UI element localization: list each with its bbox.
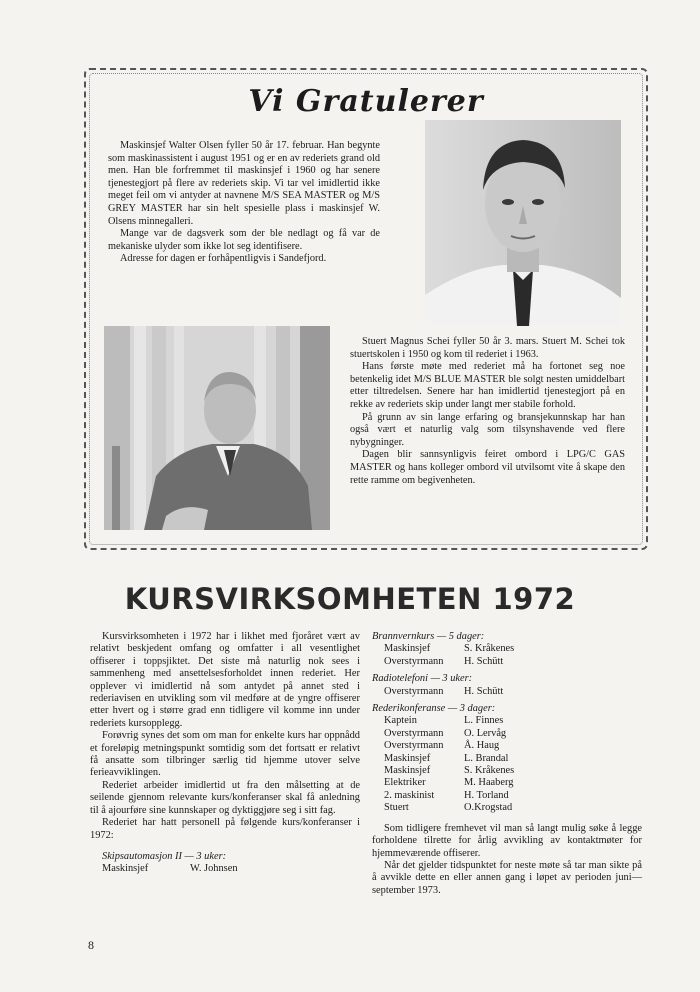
course-role: Maskinsjef	[102, 863, 149, 875]
course-person: L. Finnes	[464, 715, 504, 727]
kurs-left-column	[90, 631, 360, 876]
schei-paragraph: Dagen blir sannsynligvis feiret ombord i LPG/C GAS MASTER og hans kolleger ombord vil utvilsomt vite å skape den rette ramme om begivenheten.	[350, 449, 625, 486]
portrait-schei-image	[104, 326, 330, 530]
course-role: Kaptein	[384, 715, 417, 727]
schei-paragraph: Stuert Magnus Schei fyller 50 år 3. mars. Stuert M. Schei tok stuertskolen i 1950 og kom til rederiet i 1963.	[350, 336, 625, 360]
course-person: H. Torland	[464, 789, 509, 801]
kurs-paragraph: Rederiet har hatt personell på følgende kurs/konferanser i 1972:	[90, 817, 360, 841]
course-block	[372, 631, 642, 668]
kurs-paragraph: Som tidligere fremhevet vil man så langt mulig søke å legge forholdene tilrette for årlig avvikling av kontaktmøter for hjemmeværende offiserer.	[372, 822, 642, 859]
course-row	[384, 765, 642, 777]
course-person: H. Schütt	[464, 685, 504, 697]
olsen-paragraph: Mange var de dagsverk som der ble nedlagt og få var de mekaniske ulyder som ikke lot seg identifisere.	[108, 228, 380, 252]
course-row	[384, 715, 642, 727]
course-person: O. Lervåg	[464, 727, 507, 739]
course-row	[384, 656, 642, 668]
portrait-olsen-image	[425, 120, 621, 326]
olsen-paragraph: Adresse for dagen er forhåpentligvis i Sandefjord.	[120, 253, 327, 265]
kurs-paragraph: Når det gjelder tidspunktet for neste møte så tar man sikte på å avvikle dette en eller annen gang i løpet av perioden juni—september 1973.	[372, 859, 642, 896]
gratulerer-title: Vi Gratulerer	[248, 84, 484, 119]
course-role: Overstyrmann	[384, 685, 444, 697]
course-row	[384, 728, 642, 740]
course-role: Overstyrmann	[384, 655, 444, 667]
portrait-photo-olsen	[425, 120, 621, 326]
kurs-right-column	[372, 631, 642, 897]
course-role: Maskinsjef	[384, 752, 431, 764]
course-row	[384, 643, 642, 655]
olsen-paragraph: Maskinsjef Walter Olsen fyller 50 år 17. februar. Han begynte som maskinassistent i august 1951 og er en av rederiets grand old men. Han ble forfremmet til maskinsjef i 1960 og har senere tjenestegjort på flere av rederiets skip. Vi tar vel imidlertid ikke meget feil om vi antyder at navnene M/S SEA MASTER og M/S GREY MASTER har sin helt spesielle plass i maskinsjef W. Olsens minnegalleri.	[108, 140, 380, 227]
kurs-right-text	[372, 823, 642, 897]
course-person: Å. Haug	[464, 740, 500, 752]
schei-paragraph: På grunn av sin lange erfaring og bransjekunnskap har han også vært et naturlig valg som tilsynshavende ved flere nybygninger.	[350, 411, 625, 448]
course-row	[384, 753, 642, 765]
course-person: S. Kråkenes	[464, 643, 515, 655]
portrait-photo-schei	[104, 326, 330, 530]
course-row	[102, 863, 360, 875]
schei-paragraph: Hans første møte med rederiet må ha fortonet seg noe betenkelig idet M/S BLUE MASTER ble solgt nesten umiddelbart etter tiltredelsen. Senere har han imidlertid tjenestegjort på en rekke av rederiets skip under langt mer stabile forhold.	[350, 361, 625, 410]
course-row	[384, 802, 642, 814]
course-person: L. Brandal	[464, 752, 509, 764]
olsen-text	[108, 140, 380, 266]
course-heading: Radiotelefoni — 3 uker:	[372, 673, 473, 685]
course-block	[90, 851, 360, 876]
course-role: Maskinsjef	[384, 643, 431, 655]
course-heading: Brannvernkurs — 5 dager:	[372, 631, 485, 642]
course-role: Maskinsjef	[384, 765, 431, 777]
course-block	[372, 703, 642, 815]
course-block	[372, 673, 642, 698]
course-role: Overstyrmann	[384, 740, 444, 752]
course-person: W. Johnsen	[190, 863, 238, 875]
course-person: H. Schütt	[464, 655, 504, 667]
course-row	[384, 740, 642, 752]
course-row	[384, 790, 642, 802]
course-role: Elektriker	[384, 777, 426, 789]
kurs-paragraph: Kursvirksomheten i 1972 har i likhet med fjoråret vært av relativt beskjedent omfang og omfatter i all vesentlighet offiserer i toppsjiktet. Det siste må naturlig nok sees i sammenheng med ansettelsesforholdet innen rederiet. Her opplever vi imidlertid nå som antydet på annet sted i rederiavisen en utvikling som vil medføre at de yngre offiserer etter hvert og i større grad enn tidligere vil komme inn under rederiets kursopplegg.	[90, 631, 360, 729]
page-number: 8	[88, 938, 94, 952]
course-role: 2. maskinist	[384, 789, 435, 801]
course-row	[384, 777, 642, 789]
course-role: Overstyrmann	[384, 727, 444, 739]
course-heading: Rederikonferanse — 3 dager:	[372, 703, 496, 715]
course-role: Stuert	[384, 802, 409, 814]
course-person: S. Kråkenes	[464, 765, 515, 777]
course-person: O.Krogstad	[464, 802, 513, 814]
course-heading: Skipsautomasjon II — 3 uker:	[102, 850, 227, 862]
course-row	[384, 686, 642, 698]
kurs-paragraph: Rederiet arbeider imidlertid ut fra den målsetting at de seilende gjennom relevante kurs/konferanser skal få anledning til å ajourføre sine kunnskaper og dyktiggjøre seg i sitt fag.	[90, 779, 360, 816]
course-person: M. Haaberg	[464, 777, 514, 789]
schei-text	[350, 336, 625, 487]
kurs-paragraph: Forøvrig synes det som om man for enkelte kurs har oppnådd et foreløpig metningspunkt somtidig som det fortsatt er relativt få ansatte som tilbringer særlig tid hjemme utover selve ferieavviklingen.	[90, 730, 360, 779]
kurs-title: KURSVIRKSOMHETEN 1972	[124, 582, 576, 616]
